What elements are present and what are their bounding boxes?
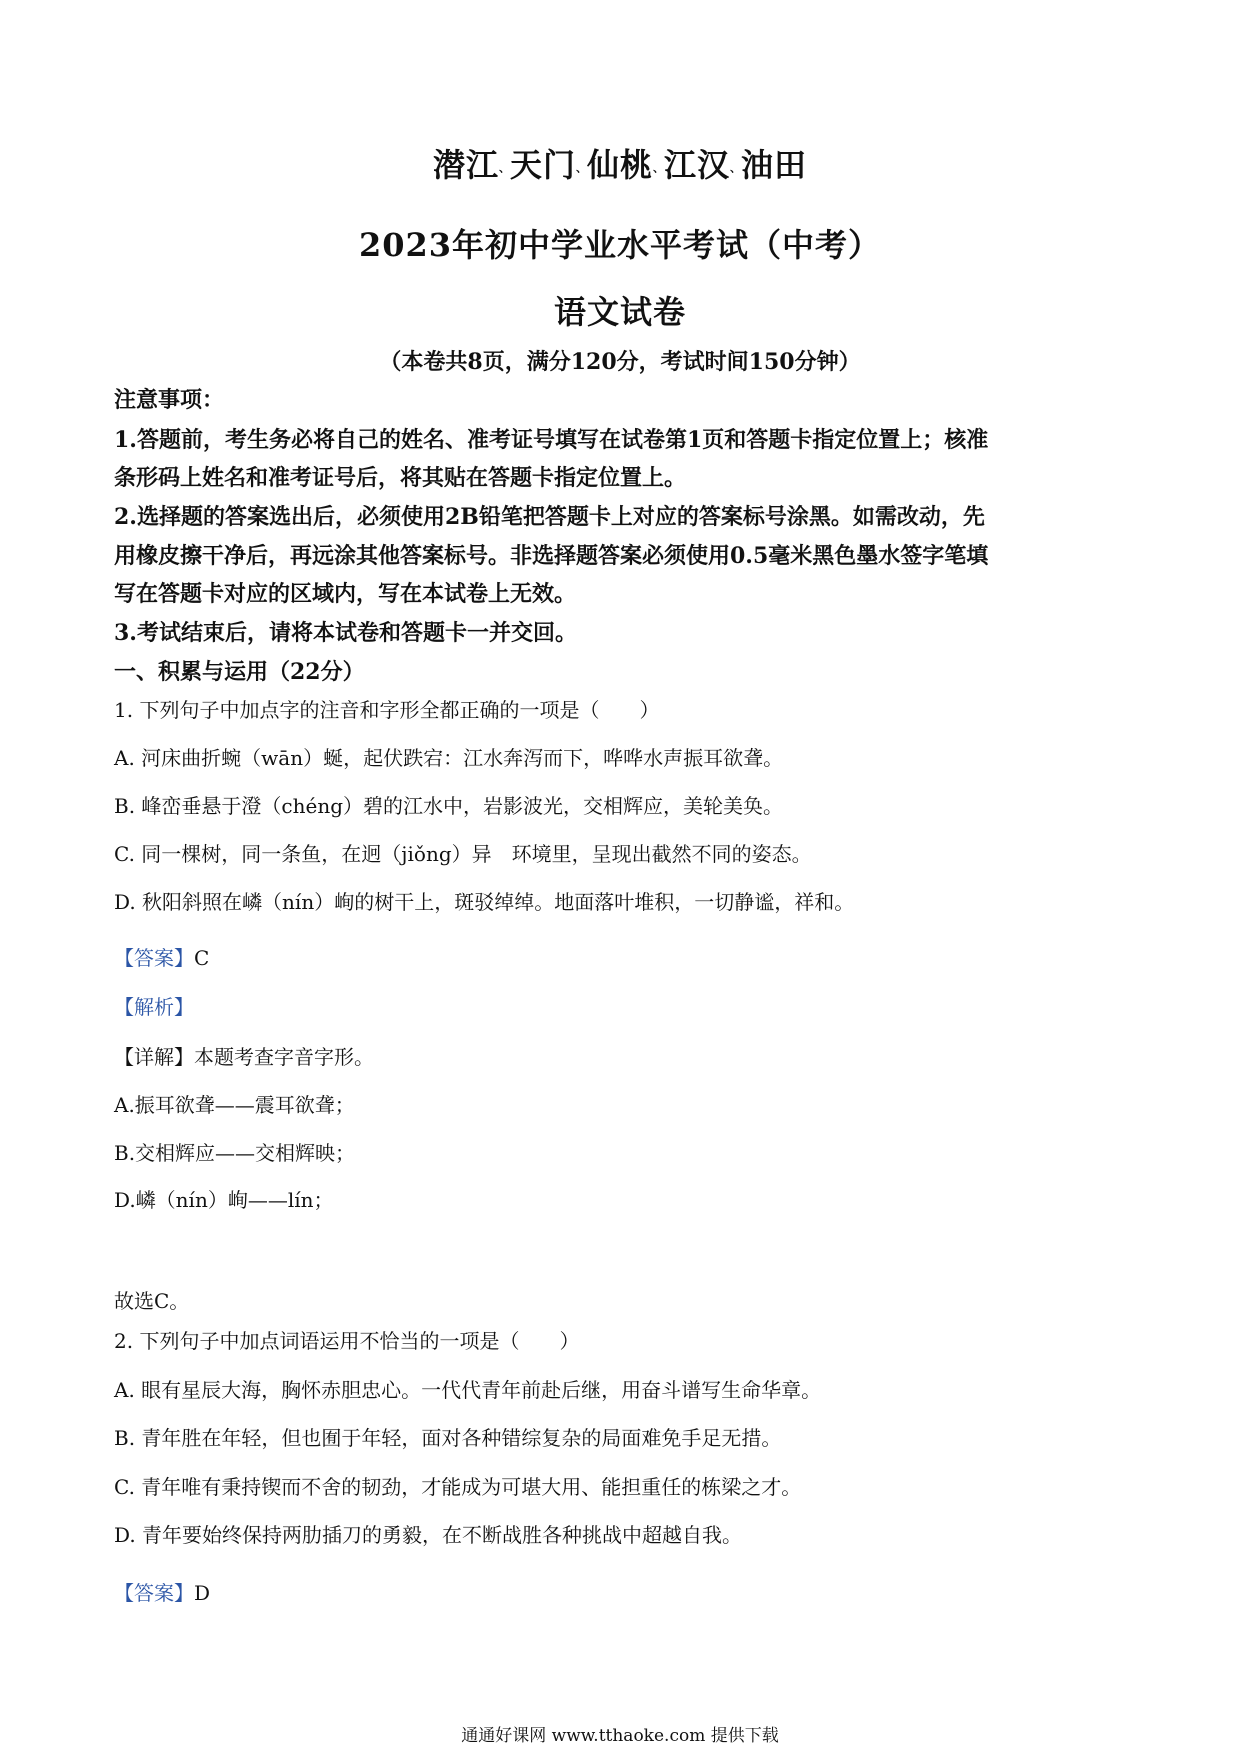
section-heading: 一、积累与运用（22分） [114, 659, 365, 685]
page-footer: 通通好课网 www.tthaoke.com 提供下载 [461, 1726, 779, 1746]
q2-option-d: D. 青年要始终保持两肋插刀的勇毅，在不断战胜各种挑战中超越自我。 [114, 1523, 743, 1547]
answer-value: D [194, 1581, 211, 1605]
notice-line: 条形码上姓名和准考证号后，将其贴在答题卡指定位置上。 [114, 465, 687, 491]
answer-value: C [194, 946, 210, 970]
answer-label: 【答案】 [114, 946, 194, 970]
notice-line: 用橡皮擦干净后，再远涂其他答案标号。非选择题答案必须使用0.5毫米黑色墨水签字笔填 [114, 543, 989, 569]
notice-line: 3.考试结束后，请将本试卷和答题卡一并交回。 [114, 620, 577, 646]
q1-answer [114, 942, 209, 971]
city-5: 油田 [741, 146, 808, 184]
q1-stem: 1. 下列句子中加点字的注音和字形全都正确的一项是（ ） [114, 698, 660, 722]
notice-line: 写在答题卡对应的区域内，写在本试卷上无效。 [114, 581, 577, 607]
q1-conclusion: 故选C。 [114, 1289, 190, 1313]
city-2: 天门 [509, 146, 576, 184]
q1-correction-d: D.嶙（nín）峋——lín； [114, 1188, 334, 1212]
q2-option-a: A. 眼有星辰大海，胸怀赤胆忠心。一代代青年前赴后继，用奋斗谱写生命华章。 [114, 1378, 822, 1402]
answer-label: 【答案】 [114, 1581, 194, 1605]
q1-option-d: D. 秋阳斜照在嶙（nín）峋的树干上，斑驳绰绰。地面落叶堆积，一切静谧，祥和。 [114, 890, 855, 914]
city-separator: 、 [730, 161, 742, 175]
q2-answer [114, 1577, 210, 1606]
q1-correction-a: A.振耳欲聋——震耳欲聋； [114, 1093, 355, 1117]
q2-option-b: B. 青年胜在年轻，但也囿于年轻，面对各种错综复杂的局面难免手足无措。 [114, 1426, 782, 1450]
notice-line: 2.选择题的答案选出后，必须使用2B铅笔把答题卡上对应的答案标号涂黑。如需改动，先 [114, 504, 985, 530]
city-separator: 、 [653, 161, 664, 175]
q1-detail: 【详解】本题考查字音字形。 [114, 1045, 374, 1069]
exam-region-title [0, 140, 1240, 186]
notice-line: 1.答题前，考生务必将自己的姓名、准考证号填写在试卷第1页和答题卡指定位置上；核准 [114, 427, 989, 453]
q1-option-b: B. 峰峦垂悬于澄（chéng）碧的江水中，岩影波光，交相辉应，美轮美奂。 [114, 794, 784, 818]
q2-stem: 2. 下列句子中加点词语运用不恰当的一项是（ ） [114, 1329, 580, 1353]
exam-info: （本卷共8页，满分120分，考试时间150分钟） [379, 349, 861, 375]
q1-option-c: C. 同一棵树，同一条鱼，在迥（jiǒng）异 环境里，呈现出截然不同的姿态。 [114, 842, 812, 866]
exam-title: 2023年初中学业水平考试（中考） [358, 226, 882, 264]
city-1: 潜江 [432, 146, 499, 184]
subject-title: 语文试卷 [553, 293, 686, 331]
q1-analysis-label: 【解析】 [114, 995, 194, 1019]
q2-option-c: C. 青年唯有秉持锲而不舍的韧劲，才能成为可堪大用、能担重任的栋梁之才。 [114, 1475, 802, 1499]
q1-option-a: A. 河床曲折蜿（wān）蜒，起伏跌宕：江水奔泻而下，哗哗水声振耳欲聋。 [114, 746, 784, 770]
notice-heading: 注意事项： [114, 387, 225, 413]
city-3: 仙桃 [586, 146, 653, 184]
city-separator: 、 [498, 161, 510, 175]
city-separator: 、 [575, 161, 587, 175]
city-4: 江汉 [664, 146, 731, 184]
q1-correction-b: B.交相辉应——交相辉映； [114, 1141, 356, 1165]
